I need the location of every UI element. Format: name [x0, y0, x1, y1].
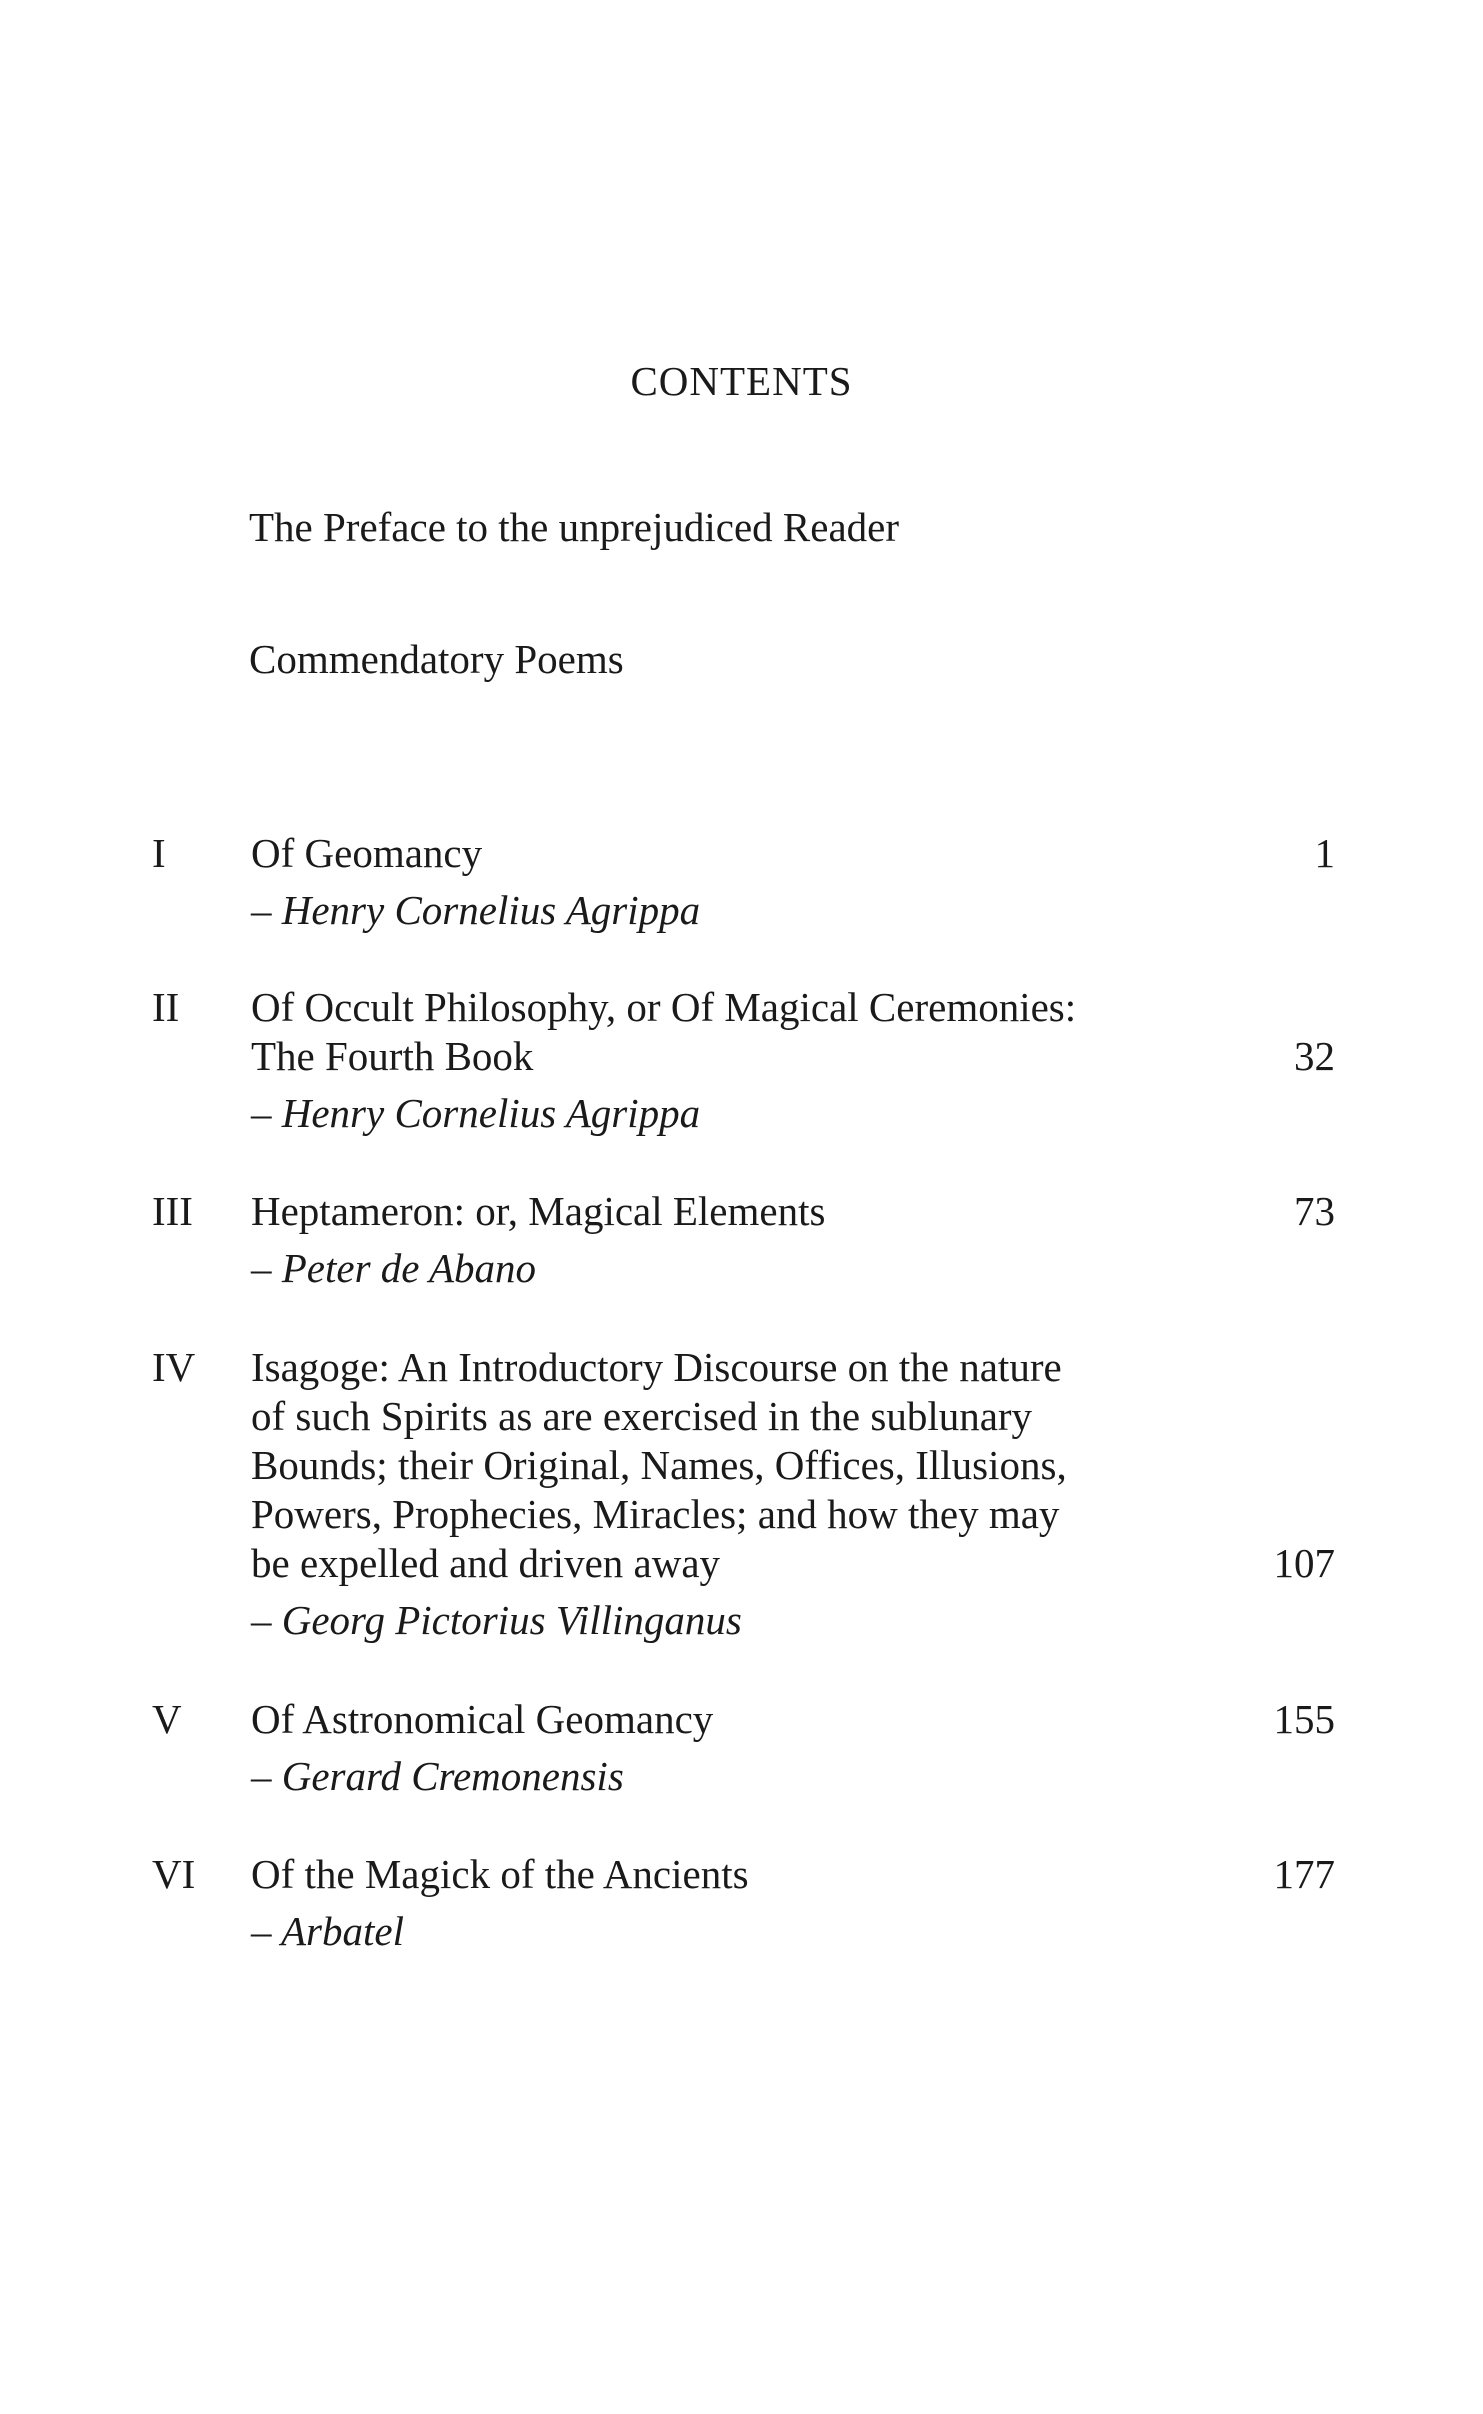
chapter-title	[251, 829, 1251, 878]
chapter-numeral: V	[152, 1696, 182, 1742]
chapter-title-line: Of Astronomical Geomancy	[251, 1696, 714, 1742]
chapter-title	[251, 1187, 1251, 1236]
chapter-author: – Georg Pictorius Villinganus	[251, 1597, 742, 1643]
chapter-title-line: Of the Magick of the Ancients	[251, 1851, 749, 1897]
chapter-title-line: Heptameron: or, Magical Elements	[251, 1188, 826, 1234]
page-number: 177	[1273, 1851, 1335, 1897]
chapter-title-line: of such Spirits as are exercised in the sublunary	[251, 1393, 1033, 1439]
front-matter-preface[interactable]: The Preface to the unprejudiced Reader	[249, 504, 899, 550]
chapter-numeral: IV	[152, 1344, 196, 1390]
chapter-author: – Henry Cornelius Agrippa	[251, 887, 701, 933]
chapter-title-line: be expelled and driven away	[251, 1540, 721, 1586]
chapter-title-line: The Fourth Book	[251, 1033, 534, 1079]
chapter-title-line: Bounds; their Original, Names, Offices, Illusions,	[251, 1442, 1067, 1488]
page-title: CONTENTS	[630, 358, 853, 404]
chapter-title-line: Powers, Prophecies, Miracles; and how they may	[251, 1491, 1060, 1537]
chapter-numeral: VI	[152, 1851, 196, 1897]
page-number: 32	[1294, 1033, 1335, 1079]
chapter-title-line: Of Occult Philosophy, or Of Magical Ceremonies:	[251, 984, 1077, 1030]
chapter-title	[251, 983, 1251, 1081]
page-number: 107	[1273, 1540, 1335, 1586]
chapter-title	[251, 1695, 1251, 1744]
page-number: 73	[1294, 1188, 1335, 1234]
front-matter-commendatory-poems[interactable]: Commendatory Poems	[249, 636, 624, 682]
chapter-numeral: III	[152, 1188, 193, 1234]
chapter-title	[251, 1343, 1251, 1588]
page-number: 155	[1273, 1696, 1335, 1742]
chapter-author: – Henry Cornelius Agrippa	[251, 1090, 701, 1136]
chapter-author: – Arbatel	[251, 1908, 404, 1954]
chapter-author: – Peter de Abano	[251, 1245, 537, 1291]
chapter-author: – Gerard Cremonensis	[251, 1753, 624, 1799]
chapter-numeral: II	[152, 984, 180, 1030]
chapter-title	[251, 1850, 1251, 1899]
chapter-title-line: Isagoge: An Introductory Discourse on the nature	[251, 1344, 1062, 1390]
page-number: 1	[1314, 830, 1335, 876]
chapter-title-line: Of Geomancy	[251, 830, 483, 876]
chapter-numeral: I	[152, 830, 166, 876]
